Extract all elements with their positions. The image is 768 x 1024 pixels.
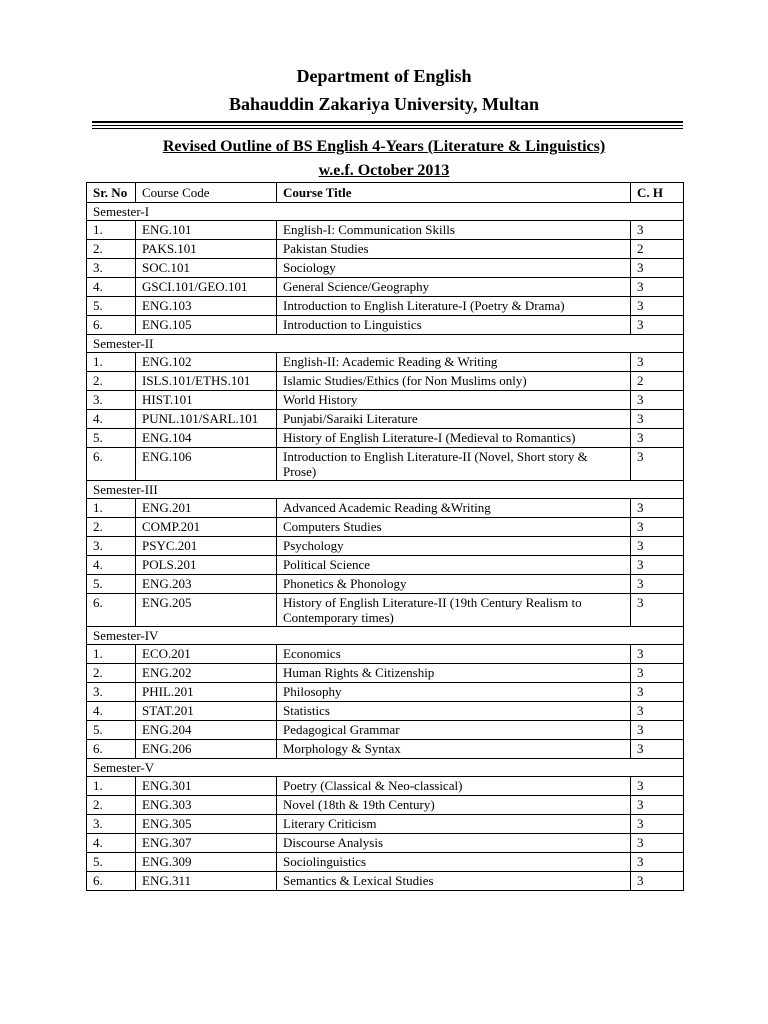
course-title-cell: Economics <box>277 645 631 664</box>
sr-no-cell: 1. <box>87 499 136 518</box>
credit-hours-cell: 3 <box>631 429 684 448</box>
semester-label: Semester-I <box>87 203 684 221</box>
table-row <box>87 448 684 481</box>
semester-label: Semester-V <box>87 759 684 777</box>
header-divider <box>92 128 683 129</box>
course-code-cell: ENG.201 <box>136 499 277 518</box>
table-row <box>87 777 684 796</box>
semester-row <box>87 627 684 645</box>
credit-hours-cell: 3 <box>631 353 684 372</box>
semester-label: Semester-II <box>87 335 684 353</box>
credit-hours-cell: 3 <box>631 259 684 278</box>
sr-no-cell: 1. <box>87 645 136 664</box>
column-header-course-title: Course Title <box>277 183 631 203</box>
table-row <box>87 259 684 278</box>
course-title-cell: Pedagogical Grammar <box>277 721 631 740</box>
credit-hours-cell: 3 <box>631 594 684 627</box>
course-title-cell: Computers Studies <box>277 518 631 537</box>
course-code-cell: ENG.102 <box>136 353 277 372</box>
course-code-cell: ENG.301 <box>136 777 277 796</box>
sr-no-cell: 1. <box>87 777 136 796</box>
sr-no-cell: 3. <box>87 391 136 410</box>
course-title-cell: Punjabi/Saraiki Literature <box>277 410 631 429</box>
credit-hours-cell: 3 <box>631 834 684 853</box>
table-row <box>87 575 684 594</box>
table-row <box>87 297 684 316</box>
credit-hours-cell: 3 <box>631 702 684 721</box>
table-row <box>87 518 684 537</box>
credit-hours-cell: 3 <box>631 556 684 575</box>
sr-no-cell: 2. <box>87 664 136 683</box>
table-row <box>87 664 684 683</box>
header-divider <box>92 125 683 126</box>
table-row <box>87 721 684 740</box>
course-code-cell: ENG.104 <box>136 429 277 448</box>
university-heading: Bahauddin Zakariya University, Multan <box>228 94 540 114</box>
header-divider <box>92 121 683 123</box>
table-row <box>87 796 684 815</box>
credit-hours-cell: 3 <box>631 645 684 664</box>
table-row <box>87 372 684 391</box>
course-code-cell: COMP.201 <box>136 518 277 537</box>
course-code-cell: ENG.311 <box>136 872 277 891</box>
course-title-cell: Psychology <box>277 537 631 556</box>
semester-row <box>87 335 684 353</box>
table-row <box>87 240 684 259</box>
semester-row <box>87 203 684 221</box>
sr-no-cell: 6. <box>87 594 136 627</box>
course-code-cell: ECO.201 <box>136 645 277 664</box>
course-title-cell: History of English Literature-II (19th Century Realism to Contemporary times) <box>277 594 631 627</box>
course-code-cell: ENG.305 <box>136 815 277 834</box>
course-title-cell: Advanced Academic Reading &Writing <box>277 499 631 518</box>
department-heading: Department of English <box>296 66 472 86</box>
sr-no-cell: 6. <box>87 448 136 481</box>
sr-no-cell: 4. <box>87 410 136 429</box>
sr-no-cell: 6. <box>87 316 136 335</box>
course-title-cell: Introduction to Linguistics <box>277 316 631 335</box>
course-code-cell: SOC.101 <box>136 259 277 278</box>
table-row <box>87 499 684 518</box>
sr-no-cell: 6. <box>87 872 136 891</box>
course-outline-table <box>86 182 684 891</box>
course-title-cell: Political Science <box>277 556 631 575</box>
table-row <box>87 872 684 891</box>
course-title-cell: Literary Criticism <box>277 815 631 834</box>
credit-hours-cell: 2 <box>631 240 684 259</box>
sr-no-cell: 2. <box>87 240 136 259</box>
sr-no-cell: 1. <box>87 353 136 372</box>
sr-no-cell: 6. <box>87 740 136 759</box>
credit-hours-cell: 3 <box>631 575 684 594</box>
course-code-cell: ENG.206 <box>136 740 277 759</box>
course-code-cell: PUNL.101/SARL.101 <box>136 410 277 429</box>
effective-date: w.e.f. October 2013 <box>318 162 450 179</box>
course-title-cell: Introduction to English Literature-II (Novel, Short story & Prose) <box>277 448 631 481</box>
credit-hours-cell: 3 <box>631 499 684 518</box>
sr-no-cell: 3. <box>87 815 136 834</box>
course-title-cell: English-II: Academic Reading & Writing <box>277 353 631 372</box>
credit-hours-cell: 3 <box>631 683 684 702</box>
sr-no-cell: 5. <box>87 721 136 740</box>
course-code-cell: ENG.103 <box>136 297 277 316</box>
credit-hours-cell: 3 <box>631 815 684 834</box>
table-header-row <box>87 183 684 203</box>
sr-no-cell: 5. <box>87 575 136 594</box>
column-header-course-code: Course Code <box>136 183 277 203</box>
sr-no-cell: 5. <box>87 429 136 448</box>
course-title-cell: Morphology & Syntax <box>277 740 631 759</box>
table-row <box>87 645 684 664</box>
course-code-cell: ENG.101 <box>136 221 277 240</box>
credit-hours-cell: 3 <box>631 721 684 740</box>
sr-no-cell: 1. <box>87 221 136 240</box>
credit-hours-cell: 3 <box>631 537 684 556</box>
column-header-credit-hours: C. H <box>631 183 684 203</box>
column-header-sr-no: Sr. No <box>87 183 136 203</box>
course-code-cell: ENG.203 <box>136 575 277 594</box>
credit-hours-cell: 3 <box>631 316 684 335</box>
table-row <box>87 853 684 872</box>
course-title-cell: Discourse Analysis <box>277 834 631 853</box>
credit-hours-cell: 3 <box>631 872 684 891</box>
table-row <box>87 834 684 853</box>
sr-no-cell: 4. <box>87 834 136 853</box>
course-title-cell: Sociology <box>277 259 631 278</box>
course-code-cell: ENG.202 <box>136 664 277 683</box>
course-table-body <box>87 203 684 891</box>
course-code-cell: ENG.303 <box>136 796 277 815</box>
table-row <box>87 740 684 759</box>
table-row <box>87 556 684 575</box>
credit-hours-cell: 3 <box>631 740 684 759</box>
credit-hours-cell: 3 <box>631 518 684 537</box>
sr-no-cell: 4. <box>87 702 136 721</box>
table-row <box>87 316 684 335</box>
credit-hours-cell: 3 <box>631 664 684 683</box>
table-row <box>87 391 684 410</box>
semester-row <box>87 481 684 499</box>
course-title-cell: English-I: Communication Skills <box>277 221 631 240</box>
course-title-cell: Pakistan Studies <box>277 240 631 259</box>
course-code-cell: ENG.205 <box>136 594 277 627</box>
table-row <box>87 278 684 297</box>
credit-hours-cell: 3 <box>631 796 684 815</box>
course-code-cell: ENG.204 <box>136 721 277 740</box>
course-title-cell: General Science/Geography <box>277 278 631 297</box>
semester-label: Semester-III <box>87 481 684 499</box>
credit-hours-cell: 3 <box>631 853 684 872</box>
course-title-cell: Phonetics & Phonology <box>277 575 631 594</box>
document-title: Revised Outline of BS English 4-Years (Literature & Linguistics) <box>162 138 606 155</box>
credit-hours-cell: 3 <box>631 297 684 316</box>
credit-hours-cell: 3 <box>631 448 684 481</box>
table-row <box>87 221 684 240</box>
table-row <box>87 815 684 834</box>
course-code-cell: POLS.201 <box>136 556 277 575</box>
credit-hours-cell: 3 <box>631 777 684 796</box>
course-title-cell: Sociolinguistics <box>277 853 631 872</box>
table-row <box>87 429 684 448</box>
course-code-cell: PAKS.101 <box>136 240 277 259</box>
course-code-cell: ENG.307 <box>136 834 277 853</box>
sr-no-cell: 2. <box>87 796 136 815</box>
course-title-cell: Human Rights & Citizenship <box>277 664 631 683</box>
course-code-cell: ISLS.101/ETHS.101 <box>136 372 277 391</box>
course-title-cell: Semantics & Lexical Studies <box>277 872 631 891</box>
table-row <box>87 683 684 702</box>
course-code-cell: PHIL.201 <box>136 683 277 702</box>
credit-hours-cell: 2 <box>631 372 684 391</box>
sr-no-cell: 3. <box>87 259 136 278</box>
course-code-cell: ENG.309 <box>136 853 277 872</box>
sr-no-cell: 4. <box>87 278 136 297</box>
credit-hours-cell: 3 <box>631 391 684 410</box>
sr-no-cell: 3. <box>87 537 136 556</box>
course-title-cell: History of English Literature-I (Medieval to Romantics) <box>277 429 631 448</box>
sr-no-cell: 2. <box>87 372 136 391</box>
table-row <box>87 410 684 429</box>
course-title-cell: Novel (18th & 19th Century) <box>277 796 631 815</box>
course-code-cell: HIST.101 <box>136 391 277 410</box>
sr-no-cell: 4. <box>87 556 136 575</box>
sr-no-cell: 5. <box>87 853 136 872</box>
table-row <box>87 537 684 556</box>
course-code-cell: PSYC.201 <box>136 537 277 556</box>
course-title-cell: World History <box>277 391 631 410</box>
course-title-cell: Islamic Studies/Ethics (for Non Muslims only) <box>277 372 631 391</box>
course-title-cell: Poetry (Classical & Neo-classical) <box>277 777 631 796</box>
table-row <box>87 353 684 372</box>
table-row <box>87 702 684 721</box>
course-code-cell: STAT.201 <box>136 702 277 721</box>
semester-row <box>87 759 684 777</box>
credit-hours-cell: 3 <box>631 278 684 297</box>
course-title-cell: Philosophy <box>277 683 631 702</box>
course-code-cell: GSCI.101/GEO.101 <box>136 278 277 297</box>
sr-no-cell: 3. <box>87 683 136 702</box>
course-code-cell: ENG.106 <box>136 448 277 481</box>
course-code-cell: ENG.105 <box>136 316 277 335</box>
credit-hours-cell: 3 <box>631 410 684 429</box>
sr-no-cell: 5. <box>87 297 136 316</box>
credit-hours-cell: 3 <box>631 221 684 240</box>
course-title-cell: Statistics <box>277 702 631 721</box>
table-row <box>87 594 684 627</box>
semester-label: Semester-IV <box>87 627 684 645</box>
sr-no-cell: 2. <box>87 518 136 537</box>
course-title-cell: Introduction to English Literature-I (Poetry & Drama) <box>277 297 631 316</box>
